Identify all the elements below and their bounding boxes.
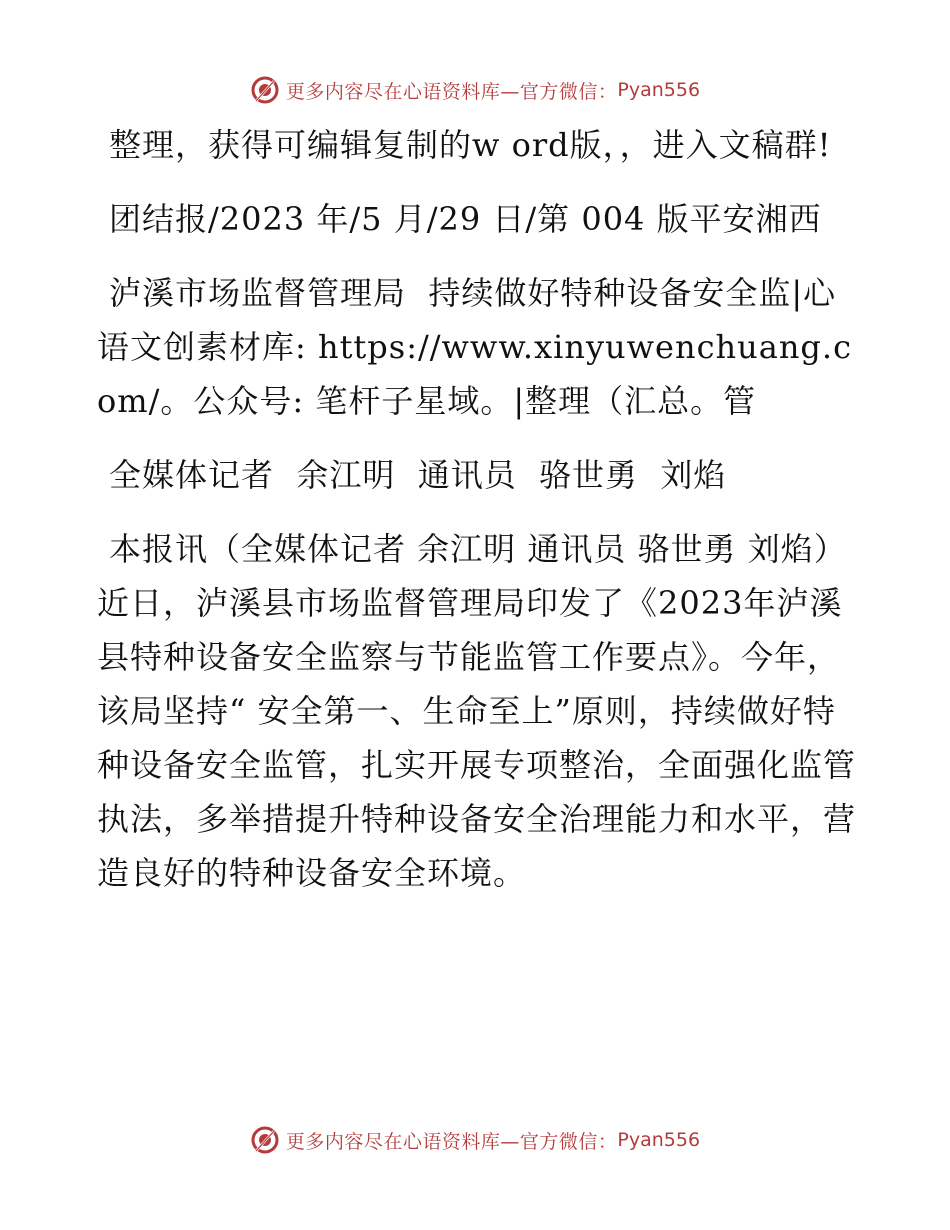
banner-text: 更多内容尽在心语资料库—官方微信： bbox=[285, 1130, 618, 1153]
footer-watermark-banner bbox=[0, 1120, 950, 1160]
headline-paragraph: 泸溪市场监督管理局 持续做好特种设备安全监|心语文创素材库: https://www.xinyuwenchuang.com/。公众号: 笔杆子星域。|整理（汇总。管 bbox=[97, 274, 853, 420]
article-body-paragraph: 本报讯（全媒体记者 余江明 通讯员 骆世勇 刘焰）近日，泸溪县市场监督管理局印发了《2023年泸溪县特种设备安全监察与节能监管工作要点》。今年，该局坚持“ 安全第一、生命至上”原则，持续做好特种设备安全监管，扎实开展专项整治，全面强化监管执法，多举措提升特种设备安全治理能力和水平，营造良好的特种设备安全环境。 bbox=[97, 530, 857, 892]
source-line: 团结报/2023 年/5 月/29 日/第 004 版平安湘西 bbox=[109, 200, 822, 238]
byline: 全媒体记者 余江明 通讯员 骆世勇 刘焰 bbox=[109, 456, 727, 494]
banner-text: 更多内容尽在心语资料库—官方微信： bbox=[285, 80, 618, 103]
document-body bbox=[97, 118, 857, 922]
quill-pen-seal-icon bbox=[250, 1125, 280, 1155]
banner-wechat-handle: Pyan556 bbox=[617, 79, 701, 101]
header-watermark-banner bbox=[0, 70, 950, 110]
intro-paragraph: 整理，获得可编辑复制的w ord版，，进入文稿群! bbox=[109, 126, 832, 164]
banner-wechat-handle: Pyan556 bbox=[617, 1129, 701, 1151]
quill-pen-seal-icon bbox=[250, 75, 280, 105]
